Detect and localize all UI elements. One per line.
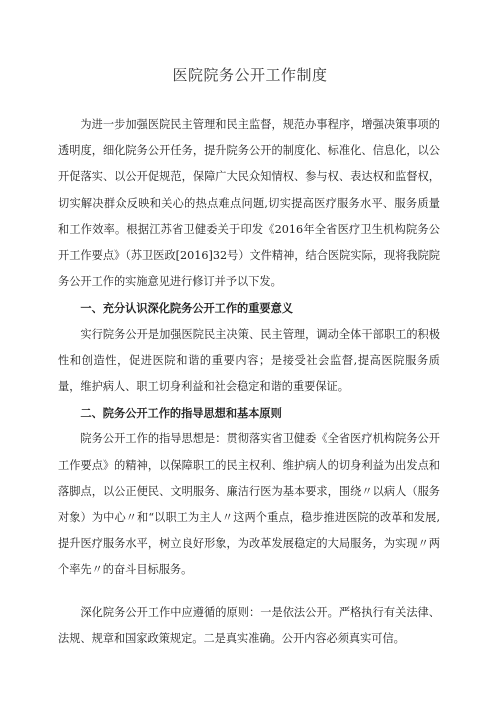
document-title: 医院院务公开工作制度 (172, 66, 328, 84)
document-body (58, 112, 440, 652)
section-heading-1: 一、充分认识深化院务公开工作的重要意义 (80, 301, 293, 316)
principles-paragraph: 深化院务公开工作中应遵循的原则：一是依法公开。严格执行有关法律、法规、规章和国家政策规定。二是真实准确。公开内容必须真实可信。 (58, 605, 440, 645)
section-1-paragraph: 实行院务公开是加强医院民主决策、民主管理，调动全体干部职工的积极性和创造性，促进医院和谐的重要内容；是接受社会监督,提高医院服务质量，维护病人、职工切身利益和社会稳定和谐的重要保证。 (58, 327, 440, 394)
intro-paragraph: 为进一步加强医院民主管理和民主监督，规范办事程序，增强决策事项的透明度，细化院务公开任务，提升院务公开的制度化、标准化、信息化，以公开促落实、以公开促规范，保障广大民众知情权、参与权、表达权和监督权，切实解决群众反映和关心的热点难点问题,切实提高医疗服务水平、服务质量和工作效率。根据江苏省卫健委关于印发《2016年全省医疗卫生机构院务公开工作要点》（苏卫医政[2016]32号）文件精神，结合医院实际，现将我院院务公开工作的实施意见进行修订并予以下发。 (58, 118, 440, 289)
section-heading-2: 二、院务公开工作的指导思想和基本原则 (80, 406, 282, 421)
section-2-paragraph: 院务公开工作的指导思想是：贯彻落实省卫健委《全省医疗机构院务公开工作要点》的精神，以保障职工的民主权利、维护病人的切身利益为出发点和落脚点，以公正便民、文明服务、廉洁行医为基本要求，围绕〃以病人（服务对象）为中心〃和“以职工为主人〃这两个重点，稳步推进医院的改革和发展,提升医疗服务水平，树立良好形象，为改革发展稳定的大局服务，为实现〃两个率先〃的奋斗目标服务。 (58, 432, 440, 577)
